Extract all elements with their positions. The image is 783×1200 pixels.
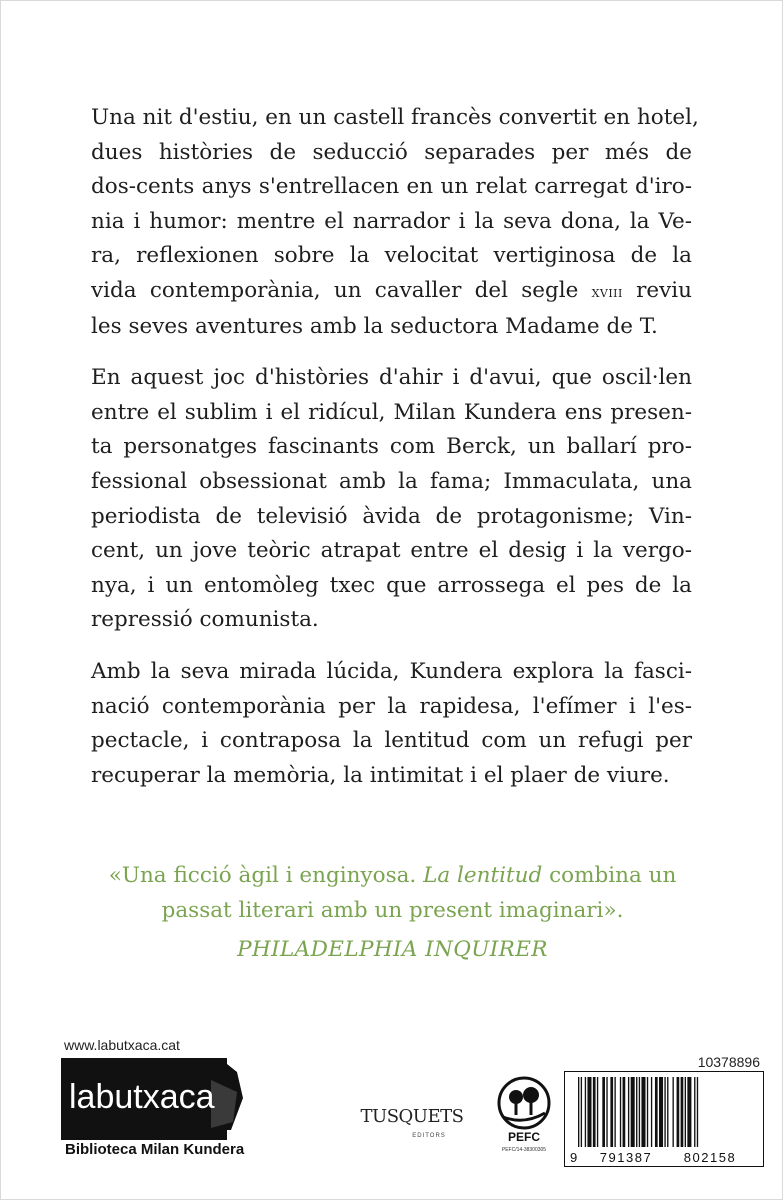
text-line: nya, i un entomòleg txec que arrossega el pes de la [91, 572, 692, 598]
barcode-bar [694, 1077, 695, 1147]
publisher-website[interactable]: www.labutxaca.cat [64, 1037, 180, 1053]
text-line: entre el sublim i el ridícul, Milan Kundera ens presen- [91, 399, 692, 425]
barcode-bar [587, 1077, 591, 1147]
text-line: dues històries de seducció separades per més de [91, 139, 692, 165]
text-line: cent, un jove teòric atrapat entre el desig i la vergo- [91, 538, 692, 564]
barcode-bar [647, 1077, 648, 1147]
pefc-tree-2 [523, 1087, 539, 1103]
barcode-bar [651, 1077, 652, 1147]
barcode-bar [581, 1077, 582, 1147]
barcode-bar [585, 1077, 586, 1147]
barcode-bar [620, 1077, 621, 1147]
quote-attribution: PHILADELPHIA INQUIRER [237, 937, 548, 963]
quote-line-2: passat literari amb un present imaginari». [161, 897, 624, 923]
pefc-trunk-2 [530, 1101, 533, 1115]
text-fragment: reviu [636, 277, 692, 303]
barcode-bar [606, 1077, 607, 1147]
text-line: dos-cents anys s'entrellacen en un relat carregat d'iro- [91, 174, 692, 200]
collection-name: Biblioteca Milan Kundera [65, 1141, 245, 1158]
barcode-bar [667, 1077, 668, 1147]
text-fragment: vida contemporània, un cavaller del segle [91, 277, 579, 303]
tusquets-wordmark: TUSQUETS [360, 1106, 464, 1127]
barcode-bar [602, 1077, 605, 1147]
barcode-first-digit: 9 [570, 1150, 578, 1165]
barcode-bar [687, 1077, 691, 1147]
logo-wordmark: labutxaca [69, 1078, 215, 1116]
labutxaca-logo [61, 1058, 261, 1140]
quote-text: combina un [542, 863, 677, 888]
quote-text: «Una ficció àgil i enginyosa. [108, 863, 424, 888]
barcode-digits-right: 802158 [683, 1150, 737, 1165]
press-quote [61, 859, 724, 968]
barcode-bar [597, 1077, 598, 1147]
text-line [91, 274, 692, 310]
barcode-bar [593, 1077, 596, 1147]
barcode-bar [655, 1077, 658, 1147]
barcode-digits-left: 791387 [599, 1150, 653, 1165]
text-line: recuperar la memòria, la intimitat i el plaer de viure. [91, 762, 670, 788]
synopsis-paragraph-3 [91, 655, 692, 793]
text-line: periodista de televisió àvida de protagonisme; Vin- [91, 503, 692, 529]
tusquets-logo [357, 1094, 467, 1148]
barcode-bar [664, 1077, 665, 1147]
text-line: nació contemporània per la rapidesa, l'efímer i l'es- [91, 693, 692, 719]
century-small-caps: xviii [591, 282, 623, 301]
text-line: pectacle, i contraposa la lentitud com un refugi per [91, 728, 692, 754]
barcode-bar [639, 1077, 640, 1147]
synopsis [91, 101, 699, 810]
barcode-bar [677, 1077, 680, 1147]
barcode-bar [628, 1077, 629, 1147]
pefc-logo [491, 1075, 557, 1159]
barcode-bar [641, 1077, 645, 1147]
barcode-reference: 10378896 [697, 1054, 760, 1070]
pefc-tree-1 [509, 1090, 523, 1104]
text-line: les seves aventures amb la seductora Madame de T. [91, 313, 658, 339]
quote-line-1 [61, 859, 724, 894]
text-line: Amb la seva mirada lúcida, Kundera explora la fasci- [91, 658, 692, 684]
text-line: Una nit d'estiu, en un castell francès convertit en hotel, [91, 105, 699, 130]
barcode-bar [578, 1077, 579, 1147]
barcode-bar [673, 1077, 674, 1147]
isbn-barcode [564, 1071, 764, 1167]
pefc-label: PEFC [507, 1130, 541, 1144]
book-title: La lentitud [423, 863, 543, 888]
text-line: En aquest joc d'històries d'ahir i d'avui, que oscil·len [91, 365, 692, 391]
text-line: nia i humor: mentre el narrador i la seva dona, la Ve- [91, 208, 692, 234]
pefc-trunk-1 [515, 1102, 518, 1115]
synopsis-paragraph-1 [91, 101, 699, 344]
text-line: ta personatges fascinants com Berck, un ballarí pro- [91, 434, 692, 460]
barcode-bar [659, 1077, 663, 1147]
barcode-bar [697, 1077, 698, 1147]
barcode-bar [610, 1077, 613, 1147]
barcode-bar [636, 1077, 637, 1147]
synopsis-paragraph-2 [91, 361, 692, 638]
barcode-bar [685, 1077, 686, 1147]
barcode-bar [631, 1077, 635, 1147]
text-line: fessional obsessionat amb la fama; Immaculata, una [91, 468, 692, 494]
barcode-bar [614, 1077, 615, 1147]
text-line: repressió comunista. [91, 607, 319, 633]
tusquets-subtitle: EDITORS [412, 1133, 446, 1139]
pefc-code: PEFC/14-38300305 [501, 1147, 547, 1153]
text-line: ra, reflexionen sobre la velocitat vertiginosa de la [91, 243, 692, 269]
barcode-bar [681, 1077, 684, 1147]
barcode-bar [623, 1077, 626, 1147]
